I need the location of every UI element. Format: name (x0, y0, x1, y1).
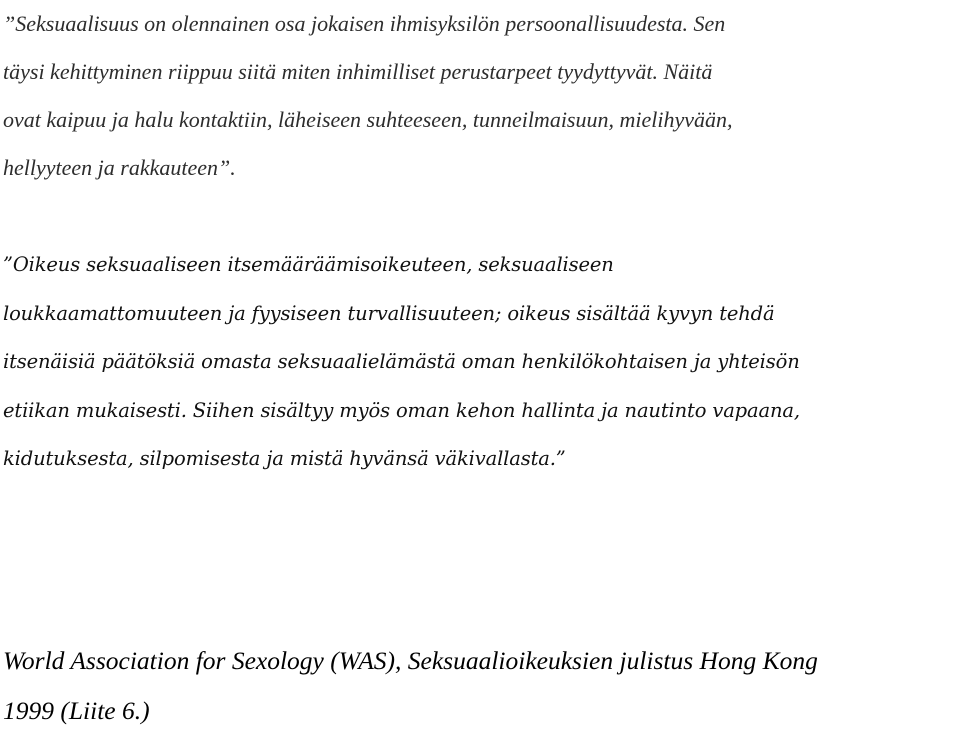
quote-sexual-rights (3, 241, 955, 484)
text-line: loukkaamattomuuteen ja fyysiseen turvallisuuteen; oikeus sisältää kyvyn tehdä (3, 301, 775, 325)
quote-sexuality-definition (3, 0, 955, 192)
text-line: täysi kehittyminen riippuu siitä miten inhimilliset perustarpeet tyydyttyvät. Näitä (3, 59, 713, 84)
text-line: ”Oikeus seksuaaliseen itsemääräämisoikeuteen, seksuaaliseen (3, 253, 614, 276)
text-line: etiikan mukaisesti. Siihen sisältyy myös oman kehon hallinta ja nautinto vapaana, (3, 398, 800, 422)
text-line: kidutuksesta, silpomisesta ja mistä hyvänsä väkivallasta.” (3, 447, 566, 470)
text-line: hellyyteen ja rakkauteen”. (3, 155, 236, 180)
text-line: 1999 (Liite 6.) (3, 696, 150, 725)
text-line: itsenäisiä päätöksiä omasta seksuaalielämästä oman henkilökohtaisen ja yhteisön (3, 350, 800, 373)
text-line: ovat kaipuu ja halu kontaktiin, läheiseen suhteeseen, tunneilmaisuun, mielihyvään, (3, 107, 733, 132)
source-citation (3, 636, 955, 736)
text-line: ”Seksuaalisuus on olennainen osa jokaisen ihmisyksilön persoonallisuudesta. Sen (3, 11, 726, 36)
text-line: World Association for Sexology (WAS), Seksuaalioikeuksien julistus Hong Kong (3, 646, 818, 675)
